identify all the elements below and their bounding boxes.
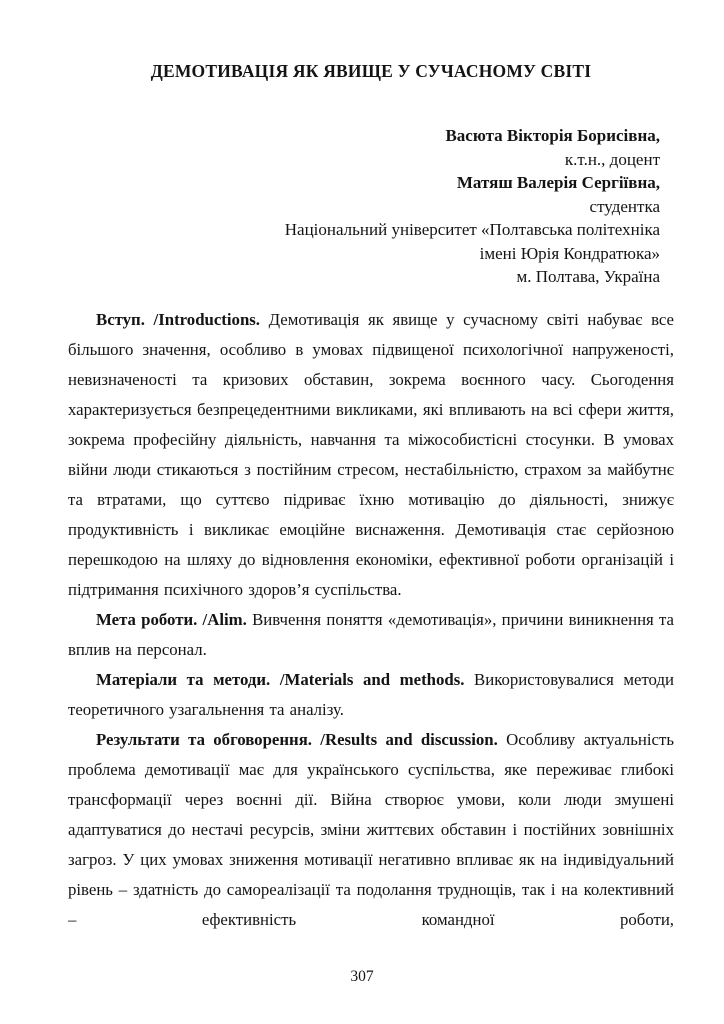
paragraph-materials-methods (68, 665, 674, 725)
paragraph-introduction-text: Демотивація як явище у сучасному світі набуває все більшого значення, особливо в умовах підвищеної психологічної напруженості, невизначеності та кризових обставин, зокрема воєнного часу. Сьогодення характеризується безпрецедентними викликами, які впливають на всі сфери життя, зокрема професійну діяльність, навчання та міжособистісні стосунки. В умовах війни люди стикаються з постійним стресом, нестабільністю, страхом за майбутнє та втратами, що суттєво підриває їхню мотивацію до діяльності, знижує продуктивність і викликає емоційне виснаження. Демотивація стає серйозною перешкодою на шляху до відновлення економіки, ефективної роботи організацій і підтримання психічного здоров’я суспільства. (68, 309, 674, 599)
author-degree-2: студентка (589, 196, 660, 216)
paragraph-results-discussion-text: Особливу актуальність проблема демотивації має для українського суспільства, яке переживає глибокі трансформації через воєнні дії. Війна створює умови, коли люди змушені адаптуватися до нестачі ресурсів, зміни життєвих обставин і постійних зовнішніх загроз. У цих умовах зниження мотивації негативно впливає як на індивідуальний рівень – здатність до самореалізації та подолання труднощів, так і на колективний – ефективність командної роботи, (68, 729, 674, 929)
document-body (68, 305, 674, 935)
section-heading-aim: Мета роботи. /Alim. (96, 609, 247, 629)
paragraph-aim (68, 605, 674, 665)
page-title: ДЕМОТИВАЦІЯ ЯК ЯВИЩЕ У СУЧАСНОМУ СВІТІ (150, 61, 592, 81)
section-heading-introduction: Вступ. /Introductions. (96, 309, 261, 329)
paragraph-aim-text: Вивчення поняття «демотивація», причини виникнення та вплив на персонал. (68, 609, 674, 659)
paragraph-introduction (68, 305, 674, 605)
author-name-1: Васюта Вікторія Борисівна, (445, 126, 660, 145)
section-heading-results-discussion: Результати та обговорення. /Results and discussion. (96, 729, 498, 749)
author-block (68, 124, 674, 289)
affiliation-line-2: імені Юрія Кондратюка» (479, 243, 660, 263)
author-name-2: Матяш Валерія Сергіївна, (456, 173, 660, 192)
paragraph-materials-methods-text: Використовувалися методи теоретичного узагальнення та аналізу. (68, 669, 674, 719)
author-degree-1: к.т.н., доцент (564, 149, 660, 169)
affiliation-city: м. Полтава, Україна (516, 267, 660, 286)
paragraph-results-discussion (68, 725, 674, 935)
affiliation-line-1: Національний університет «Полтавська політехніка (284, 220, 660, 239)
section-heading-materials-methods: Матеріали та методи. /Materials and methods. (96, 669, 465, 689)
page-number: 307 (350, 968, 374, 985)
